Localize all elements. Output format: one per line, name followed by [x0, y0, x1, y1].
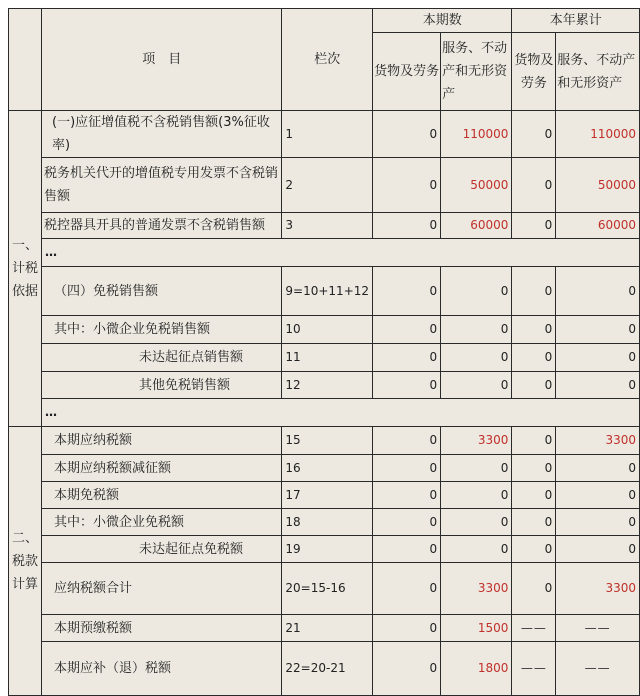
- service-intangible-ytd-header: 服务、不动产和无形资产: [556, 33, 640, 111]
- column-no-header: 栏次: [282, 9, 373, 111]
- row-code: 21: [282, 615, 373, 642]
- value-cell: 0: [373, 344, 441, 372]
- row-code: 2: [282, 158, 373, 213]
- table-row: [9, 267, 640, 316]
- vat-return-table: [8, 8, 640, 696]
- table-row: [9, 615, 640, 642]
- value-cell: 60000: [556, 213, 640, 239]
- row-item: 其中：小微企业免税额: [42, 509, 282, 536]
- value-cell: 0: [373, 615, 441, 642]
- value-cell: 0: [441, 344, 512, 372]
- value-cell: 3300: [441, 427, 512, 455]
- table-row: [9, 344, 640, 372]
- row-item: 本期预缴税额: [42, 615, 282, 642]
- ellipsis: …: [42, 399, 640, 427]
- row-code: 22=20-21: [282, 642, 373, 696]
- row-item: 本期应纳税额: [42, 427, 282, 455]
- row-item: 本期免税额: [42, 482, 282, 509]
- row-code: 10: [282, 316, 373, 344]
- row-item: (一)应征增值税不含税销售额(3%征收率): [42, 111, 282, 158]
- table-row: [9, 536, 640, 563]
- value-cell: 0: [512, 563, 556, 615]
- row-code: 9=10+11+12: [282, 267, 373, 316]
- row-item: 税控器具开具的普通发票不含税销售额: [42, 213, 282, 239]
- value-cell: 0: [556, 267, 640, 316]
- row-item: 应纳税额合计: [42, 563, 282, 615]
- value-cell: 0: [373, 372, 441, 399]
- value-cell: 0: [556, 509, 640, 536]
- value-cell: 0: [373, 158, 441, 213]
- row-item: （四）免税销售额: [42, 267, 282, 316]
- value-cell: 0: [441, 267, 512, 316]
- value-cell: 0: [556, 536, 640, 563]
- ellipsis: …: [42, 239, 640, 267]
- table-row: [9, 482, 640, 509]
- value-cell: 0: [373, 111, 441, 158]
- goods-services-current-header: 货物及劳务: [373, 33, 441, 111]
- value-cell: 0: [373, 563, 441, 615]
- section-label-basis: 一、计税依据: [9, 111, 42, 427]
- value-cell: 0: [441, 482, 512, 509]
- table-row: [9, 111, 640, 158]
- row-item: 税务机关代开的增值税专用发票不含税销售额: [42, 158, 282, 213]
- value-cell: 1800: [441, 642, 512, 696]
- value-cell: 110000: [556, 111, 640, 158]
- row-code: 11: [282, 344, 373, 372]
- value-cell: 0: [512, 111, 556, 158]
- not-applicable-cell: ——: [512, 615, 556, 642]
- value-cell: 0: [512, 536, 556, 563]
- table-row: [9, 455, 640, 482]
- row-code: 20=15-16: [282, 563, 373, 615]
- value-cell: 0: [556, 455, 640, 482]
- value-cell: 0: [373, 509, 441, 536]
- value-cell: 0: [373, 427, 441, 455]
- value-cell: 0: [556, 316, 640, 344]
- value-cell: 0: [373, 482, 441, 509]
- table-row: [9, 509, 640, 536]
- value-cell: 0: [512, 267, 556, 316]
- value-cell: 0: [512, 455, 556, 482]
- value-cell: 0: [373, 642, 441, 696]
- row-item: 本期应纳税额减征额: [42, 455, 282, 482]
- row-item: 未达起征点销售额: [42, 344, 282, 372]
- row-code: 18: [282, 509, 373, 536]
- table-row: [9, 372, 640, 399]
- value-cell: 0: [441, 316, 512, 344]
- value-cell: 0: [373, 316, 441, 344]
- value-cell: 0: [512, 316, 556, 344]
- value-cell: 0: [373, 536, 441, 563]
- value-cell: 50000: [556, 158, 640, 213]
- row-code: 17: [282, 482, 373, 509]
- row-code: 1: [282, 111, 373, 158]
- value-cell: 0: [512, 482, 556, 509]
- value-cell: 0: [441, 372, 512, 399]
- item-column-header: 项 目: [42, 9, 282, 111]
- row-code: 12: [282, 372, 373, 399]
- row-code: 3: [282, 213, 373, 239]
- table-row: [9, 427, 640, 455]
- row-item: 本期应补（退）税额: [42, 642, 282, 696]
- ellipsis-row: [9, 399, 640, 427]
- section-header-blank: [9, 9, 42, 111]
- value-cell: 0: [373, 455, 441, 482]
- value-cell: 0: [556, 372, 640, 399]
- value-cell: 3300: [556, 563, 640, 615]
- value-cell: 0: [512, 158, 556, 213]
- not-applicable-cell: ——: [556, 615, 640, 642]
- value-cell: 1500: [441, 615, 512, 642]
- current-period-header: 本期数: [373, 9, 512, 33]
- value-cell: 0: [512, 427, 556, 455]
- value-cell: 0: [441, 509, 512, 536]
- value-cell: 3300: [556, 427, 640, 455]
- value-cell: 0: [373, 267, 441, 316]
- service-intangible-current-header: 服务、不动产和无形资产: [441, 33, 512, 111]
- row-item: 其他免税销售额: [42, 372, 282, 399]
- value-cell: 0: [512, 213, 556, 239]
- value-cell: 0: [512, 509, 556, 536]
- value-cell: 3300: [441, 563, 512, 615]
- goods-services-ytd-header: 货物及劳务: [512, 33, 556, 111]
- not-applicable-cell: ——: [512, 642, 556, 696]
- table-row: [9, 316, 640, 344]
- value-cell: 0: [556, 482, 640, 509]
- row-code: 16: [282, 455, 373, 482]
- row-item: 未达起征点免税额: [42, 536, 282, 563]
- table-row: [9, 642, 640, 696]
- value-cell: 0: [556, 344, 640, 372]
- value-cell: 50000: [441, 158, 512, 213]
- ellipsis-row: [9, 239, 640, 267]
- value-cell: 0: [441, 536, 512, 563]
- value-cell: 60000: [441, 213, 512, 239]
- value-cell: 0: [512, 344, 556, 372]
- table-row: [9, 563, 640, 615]
- section-label-calc: 二、税款计算: [9, 427, 42, 696]
- value-cell: 0: [373, 213, 441, 239]
- year-to-date-header: 本年累计: [512, 9, 640, 33]
- row-code: 19: [282, 536, 373, 563]
- value-cell: 0: [512, 372, 556, 399]
- not-applicable-cell: ——: [556, 642, 640, 696]
- row-code: 15: [282, 427, 373, 455]
- row-item: 其中：小微企业免税销售额: [42, 316, 282, 344]
- value-cell: 110000: [441, 111, 512, 158]
- value-cell: 0: [441, 455, 512, 482]
- table-row: [9, 213, 640, 239]
- table-row: [9, 158, 640, 213]
